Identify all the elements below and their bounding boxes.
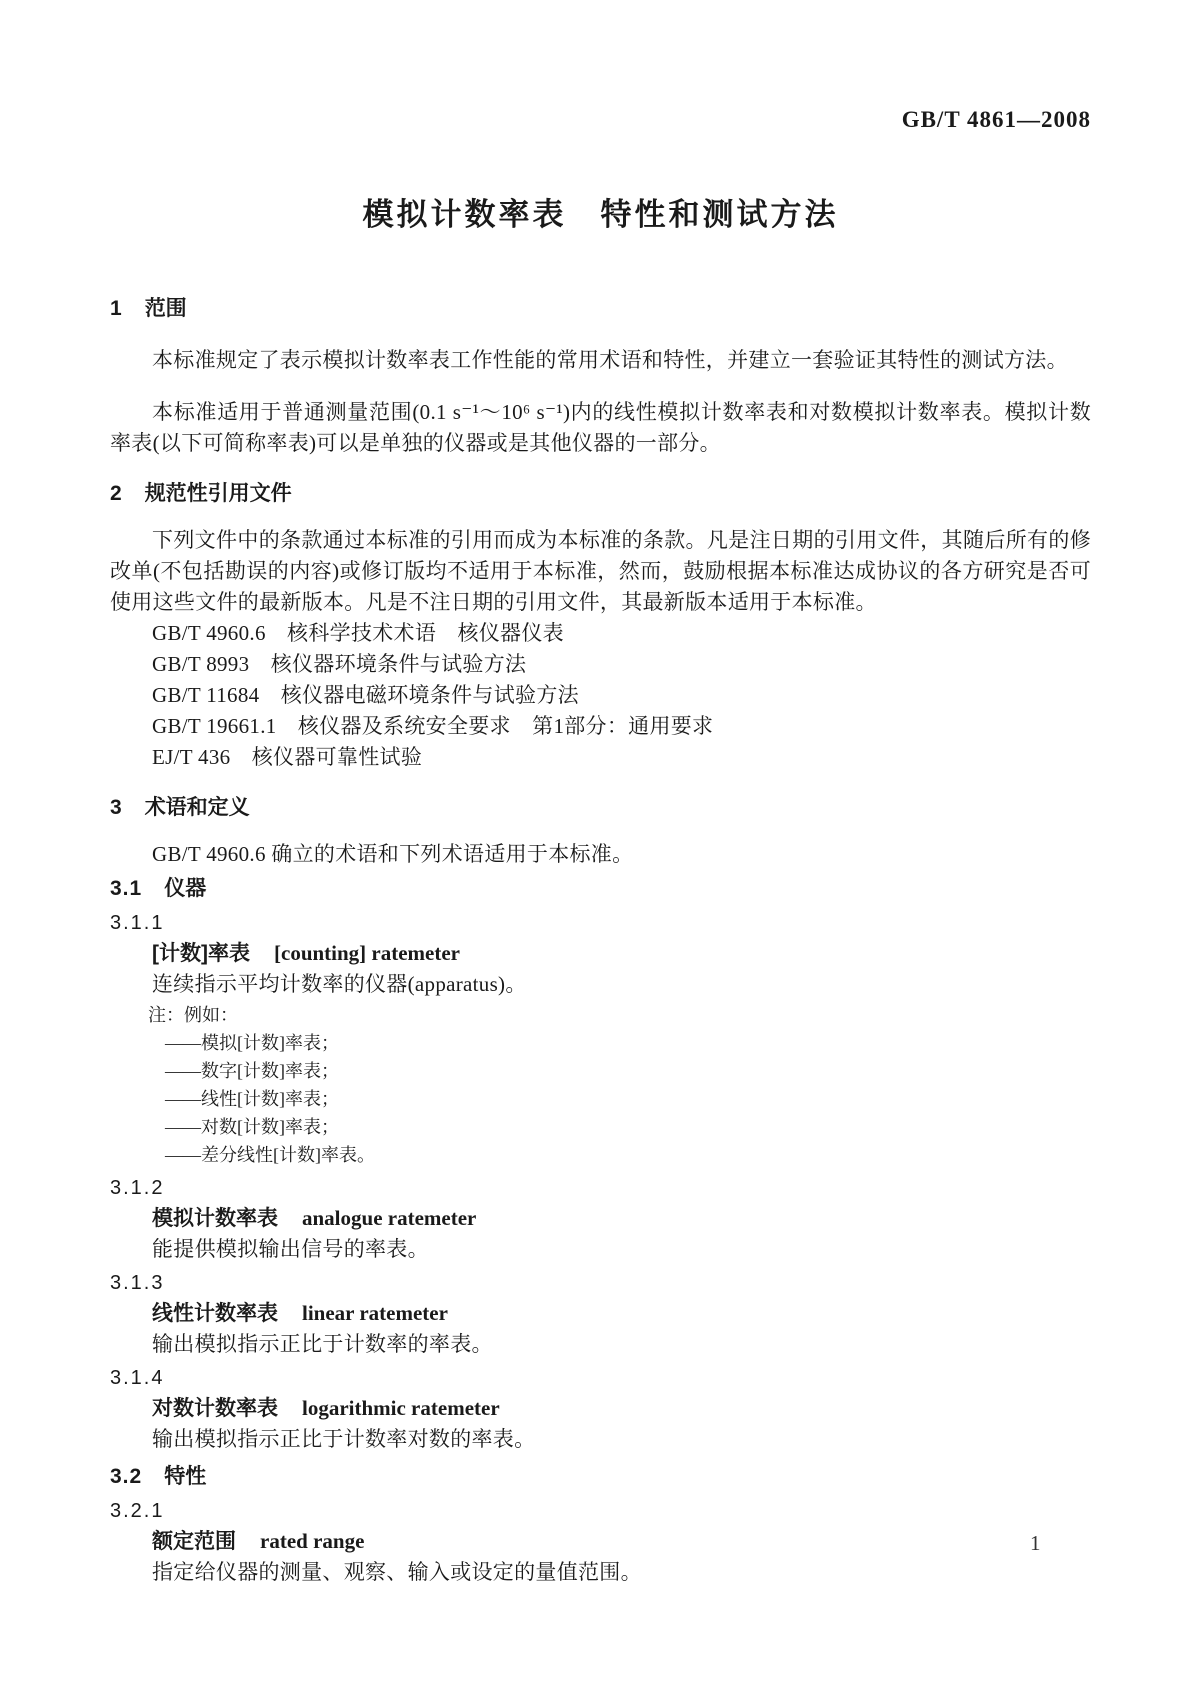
document-title: 模拟计数率表 特性和测试方法 — [362, 197, 839, 232]
term-line-3-1-2 — [110, 1203, 1091, 1234]
section-2-number: 2 — [110, 482, 123, 505]
definition-3-2-1: 指定给仪器的测量、观察、输入或设定的量值范围。 — [152, 1560, 642, 1584]
clause-number-3-1-3: 3.1.3 — [110, 1272, 165, 1294]
section-3-title: 术语和定义 — [144, 796, 250, 819]
definition-3-1-4: 输出模拟指示正比于计数率对数的率表。 — [152, 1427, 536, 1451]
reference-item: EJ/T 436 核仪器可靠性试验 — [152, 745, 423, 769]
term-chinese: 线性计数率表 — [152, 1302, 278, 1325]
reference-item: GB/T 19661.1 核仪器及系统安全要求 第1部分：通用要求 — [152, 714, 714, 738]
reference-item: GB/T 11684 核仪器电磁环境条件与试验方法 — [152, 683, 579, 707]
term-chinese: 模拟计数率表 — [152, 1207, 278, 1230]
reference-item: GB/T 4960.6 核科学技术术语 核仪器仪表 — [152, 621, 564, 645]
section-3-1-title: 仪器 — [164, 877, 207, 900]
note-item: ——对数[计数]率表； — [165, 1117, 339, 1137]
section-2-title: 规范性引用文件 — [144, 482, 292, 505]
section-2-paragraph: 下列文件中的条款通过本标准的引用而成为本标准的条款。凡是注日期的引用文件，其随后所有的修改单(不包括勘误的内容)或修订版均不适用于本标准，然而，鼓励根据本标准达成协议的各方研究是否可使用这些文件的最新版本。凡是不注日期的引用文件，其最新版本适用于本标准。 — [110, 528, 1091, 614]
term-english: analogue ratemeter — [302, 1206, 477, 1230]
term-chinese: 额定范围 — [152, 1530, 236, 1553]
section-1-title: 范围 — [144, 297, 187, 320]
note-item: ——模拟[计数]率表； — [165, 1033, 339, 1053]
page-number: 1 — [1030, 1531, 1041, 1555]
section-3-2-number: 3.2 — [110, 1465, 143, 1488]
clause-number-3-2-1: 3.2.1 — [110, 1500, 165, 1522]
section-3-1-heading — [110, 874, 1091, 904]
section-3-2-title: 特性 — [164, 1465, 207, 1488]
term-english: rated range — [260, 1529, 365, 1553]
term-line-3-1-1 — [110, 938, 1091, 969]
note-list — [110, 1029, 1091, 1169]
section-2-heading — [110, 479, 1091, 509]
term-english: logarithmic ratemeter — [302, 1396, 500, 1420]
term-line-3-2-1 — [110, 1526, 1091, 1557]
term-chinese: 对数计数率表 — [152, 1397, 278, 1420]
note-label: 注：例如： — [148, 1005, 238, 1025]
section-1-heading — [110, 294, 1091, 324]
definition-3-1-3: 输出模拟指示正比于计数率的率表。 — [152, 1332, 493, 1356]
section-1-paragraph-2: 本标准适用于普通测量范围(0.1 s⁻¹～10⁶ s⁻¹)内的线性模拟计数率表和对数模拟计数率表。模拟计数率表(以下可简称率表)可以是单独的仪器或是其他仪器的一部分。 — [110, 400, 1091, 455]
reference-item: GB/T 8993 核仪器环境条件与试验方法 — [152, 652, 527, 676]
term-line-3-1-3 — [110, 1298, 1091, 1329]
section-3-heading — [110, 793, 1091, 823]
section-1-number: 1 — [110, 297, 123, 320]
note-item: ——线性[计数]率表； — [165, 1089, 339, 1109]
clause-number-3-1-4: 3.1.4 — [110, 1367, 165, 1389]
section-1-paragraph-1: 本标准规定了表示模拟计数率表工作性能的常用术语和特性，并建立一套验证其特性的测试方法。 — [152, 348, 1068, 372]
note-item: ——差分线性[计数]率表。 — [165, 1145, 375, 1165]
section-3-2-heading — [110, 1462, 1091, 1492]
page-content — [110, 0, 1091, 1587]
definition-3-1-1: 连续指示平均计数率的仪器(apparatus)。 — [152, 972, 527, 996]
term-english: [counting] ratemeter — [274, 941, 461, 965]
section-3-number: 3 — [110, 796, 123, 819]
term-line-3-1-4 — [110, 1393, 1091, 1424]
section-3-1-number: 3.1 — [110, 877, 143, 900]
references-list — [110, 618, 1091, 773]
section-3-intro: GB/T 4960.6 确立的术语和下列术语适用于本标准。 — [152, 842, 634, 866]
term-chinese: [计数]率表 — [152, 942, 250, 965]
clause-number-3-1-1: 3.1.1 — [110, 912, 165, 934]
clause-number-3-1-2: 3.1.2 — [110, 1177, 165, 1199]
note-item: ——数字[计数]率表； — [165, 1061, 339, 1081]
term-english: linear ratemeter — [302, 1301, 448, 1325]
definition-3-1-2: 能提供模拟输出信号的率表。 — [152, 1237, 429, 1261]
standard-code: GB/T 4861—2008 — [901, 107, 1091, 132]
